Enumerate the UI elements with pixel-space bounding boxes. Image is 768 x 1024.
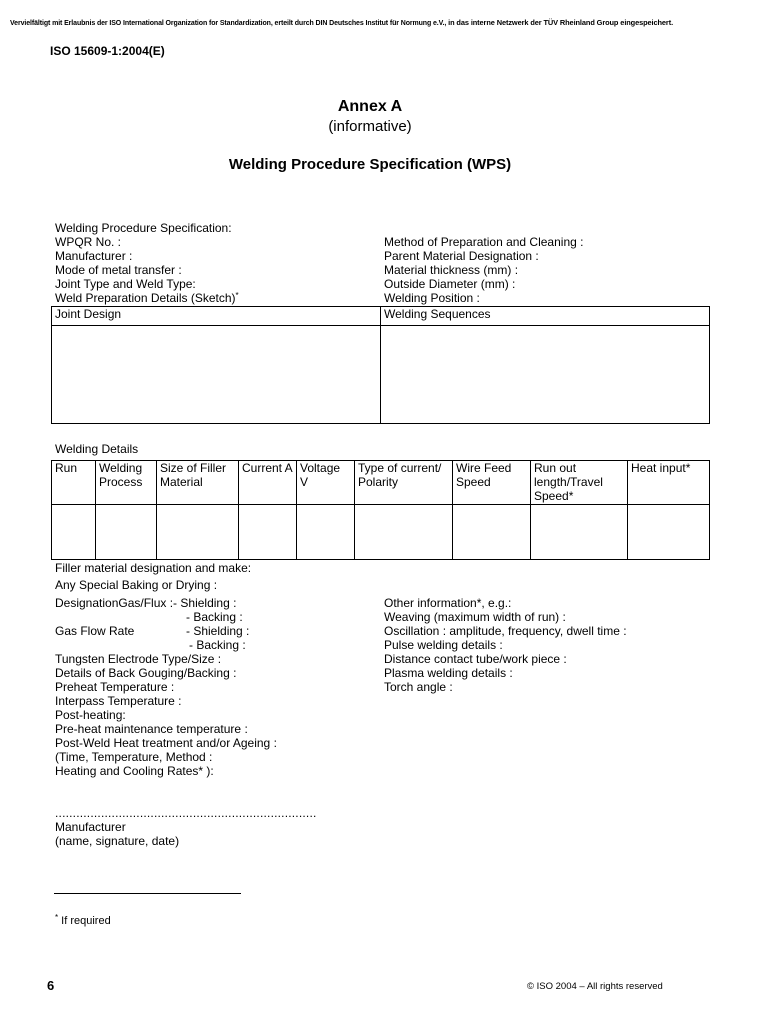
- standard-id: ISO 15609-1:2004(E): [50, 44, 165, 58]
- field-prep-cleaning: Method of Preparation and Cleaning :: [384, 235, 584, 249]
- gas-flux-shielding: DesignationGas/Flux :- Shielding :: [55, 596, 237, 610]
- joint-design-table: [51, 306, 710, 424]
- col-wire-feed: Wire Feed Speed: [453, 461, 531, 505]
- welding-details-label: Welding Details: [55, 442, 139, 456]
- cell-heat-input[interactable]: [628, 505, 710, 560]
- cell-voltage[interactable]: [297, 505, 355, 560]
- field-joint-type: Joint Type and Weld Type:: [55, 277, 196, 291]
- footnote-text: If required: [58, 915, 111, 927]
- page-number: 6: [47, 978, 55, 993]
- field-parent-material: Parent Material Designation :: [384, 249, 539, 263]
- field-weld-prep: [55, 291, 239, 305]
- preheat-temperature: Preheat Temperature :: [55, 680, 175, 694]
- gas-flux-backing: - Backing :: [186, 610, 243, 624]
- process-right-column: [384, 596, 627, 694]
- notice-text: Vervielfältigt mit Erlaubnis der ISO International Organization for Standardization, erteilt durch DIN Deutsches Institut für Normung e.V.,: [10, 20, 447, 27]
- process-left-column: [55, 652, 277, 778]
- col-filler-size: Size of Filler Material: [157, 461, 239, 505]
- field-welding-position: Welding Position :: [384, 291, 480, 305]
- cell-current[interactable]: [239, 505, 297, 560]
- heating-cooling-rates: Heating and Cooling Rates* ):: [55, 764, 214, 778]
- annex-title: Annex A: [337, 98, 403, 115]
- filler-designation: Filler material designation and make:: [55, 561, 252, 575]
- copyright-footer: © ISO 2004 – All rights reserved: [527, 981, 663, 992]
- footnote-marker: *: [235, 291, 239, 300]
- cell-welding-process[interactable]: [96, 505, 157, 560]
- interpass-temperature: Interpass Temperature :: [55, 694, 182, 708]
- tungsten-electrode: Tungsten Electrode Type/Size :: [55, 652, 222, 666]
- preheat-maintenance: Pre-heat maintenance temperature :: [55, 722, 248, 736]
- spec-right-column: [384, 235, 583, 305]
- post-weld-heat-treatment: Post-Weld Heat treatment and/or Ageing :: [55, 736, 277, 750]
- joint-design-header: Joint Design: [52, 307, 381, 326]
- welding-sequences-header: Welding Sequences: [381, 307, 710, 326]
- back-gouging: Details of Back Gouging/Backing :: [55, 666, 237, 680]
- other-information: Other information*, e.g.:: [384, 596, 512, 610]
- torch-angle: Torch angle :: [384, 680, 453, 694]
- gas-flow-shielding: - Shielding :: [186, 624, 250, 638]
- copyright-notice: [10, 18, 673, 27]
- signature-line[interactable]: ..........................................................................: [55, 806, 317, 820]
- cell-filler-size[interactable]: [157, 505, 239, 560]
- distance-contact-tube: Distance contact tube/work piece :: [384, 652, 567, 666]
- field-manufacturer: Manufacturer :: [55, 249, 133, 263]
- cell-run[interactable]: [52, 505, 96, 560]
- field-material-thickness: Material thickness (mm) :: [384, 263, 519, 277]
- welding-details-table: [51, 460, 710, 560]
- joint-design-cell[interactable]: [52, 326, 381, 424]
- weaving: Weaving (maximum width of run) :: [384, 610, 566, 624]
- pulse-welding: Pulse welding details :: [384, 638, 503, 652]
- cell-travel-speed[interactable]: [531, 505, 628, 560]
- spec-intro: Welding Procedure Specification:: [55, 221, 232, 235]
- time-temperature-method: (Time, Temperature, Method :: [55, 750, 213, 764]
- footnote-mark: *: [55, 913, 59, 922]
- cell-current-type[interactable]: [355, 505, 453, 560]
- plasma-welding: Plasma welding details :: [384, 666, 513, 680]
- notice-network-text: in das interne Netzwerk der TÜV Rheinland Group eingespeichert.: [448, 18, 674, 27]
- post-heating: Post-heating:: [55, 708, 126, 722]
- field-metal-transfer: Mode of metal transfer :: [55, 263, 182, 277]
- col-run: Run: [52, 461, 96, 505]
- col-welding-process: Welding Process: [96, 461, 157, 505]
- col-voltage: Voltage V: [297, 461, 355, 505]
- col-heat-input: Heat input*: [628, 461, 710, 505]
- annex-subtitle: (informative): [328, 118, 412, 135]
- signature-role: Manufacturer: [55, 820, 126, 834]
- gas-flow-backing: - Backing :: [189, 638, 246, 652]
- cell-wire-feed[interactable]: [453, 505, 531, 560]
- oscillation: Oscillation : amplitude, frequency, dwell time :: [384, 624, 627, 638]
- signature-hint: (name, signature, date): [55, 834, 180, 848]
- field-wpqr-no: WPQR No. :: [55, 235, 122, 249]
- spec-left-column: [55, 235, 239, 305]
- field-outside-diameter: Outside Diameter (mm) :: [384, 277, 516, 291]
- footnote-divider: [54, 893, 241, 894]
- gas-flow-rate: Gas Flow Rate: [55, 624, 135, 638]
- col-current-type: Type of current/ Polarity: [355, 461, 453, 505]
- footnote: [55, 915, 111, 927]
- welding-sequences-cell[interactable]: [381, 326, 710, 424]
- col-travel-speed: Run out length/Travel Speed*: [531, 461, 628, 505]
- field-weld-prep-label: Weld Preparation Details (Sketch): [55, 291, 236, 305]
- col-current: Current A: [239, 461, 297, 505]
- wps-heading: Welding Procedure Specification (WPS): [228, 156, 512, 173]
- special-baking: Any Special Baking or Drying :: [55, 578, 218, 592]
